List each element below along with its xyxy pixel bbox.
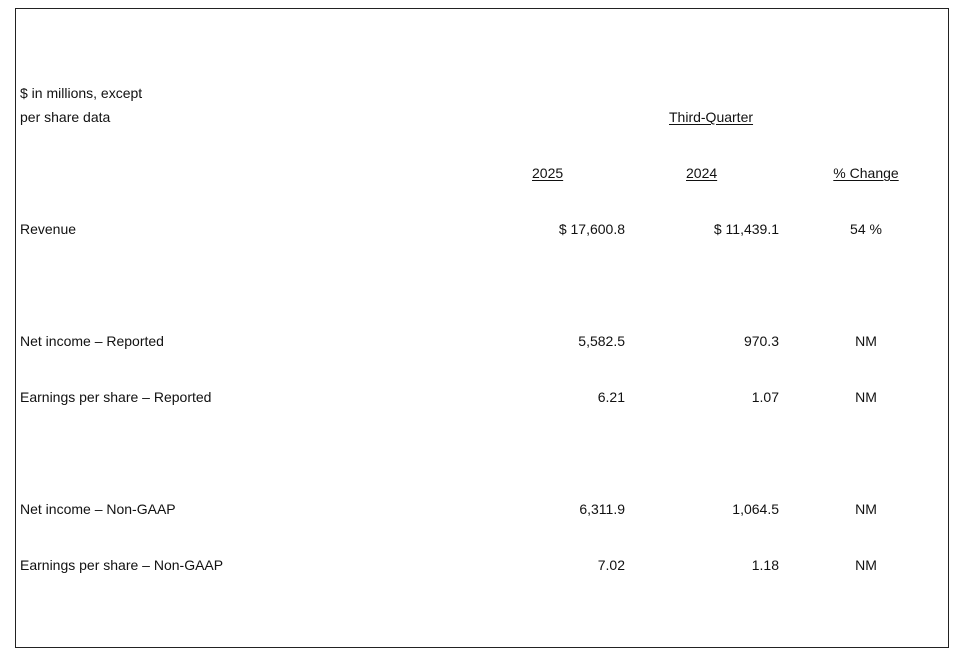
column-header-2024: 2024	[686, 165, 718, 181]
cell-eps-reported-2024: 1.07	[751, 389, 779, 405]
cell-eps-non-gaap-2025: 7.02	[597, 557, 625, 573]
row-label-net-income-reported: Net income – Reported	[20, 333, 164, 349]
cell-revenue-change: 54 %	[850, 221, 882, 237]
row-label-net-income-non-gaap: Net income – Non-GAAP	[20, 501, 176, 517]
table-frame	[15, 8, 949, 648]
cell-revenue-2025: $ 17,600.8	[558, 221, 625, 237]
units-note-line2: per share data	[20, 109, 111, 125]
cell-net-income-non-gaap-2024: 1,064.5	[732, 501, 779, 517]
cell-eps-reported-change: NM	[855, 389, 877, 405]
row-label-eps-non-gaap: Earnings per share – Non-GAAP	[20, 557, 224, 573]
period-header: Third-Quarter	[669, 109, 754, 125]
cell-eps-non-gaap-change: NM	[855, 557, 877, 573]
cell-net-income-reported-2024: 970.3	[743, 333, 779, 349]
column-header-change: % Change	[833, 165, 899, 181]
cell-net-income-non-gaap-change: NM	[855, 501, 877, 517]
row-label-eps-reported: Earnings per share – Reported	[20, 389, 212, 405]
units-note-line1: $ in millions, except	[20, 85, 143, 101]
cell-net-income-reported-change: NM	[855, 333, 877, 349]
cell-eps-non-gaap-2024: 1.18	[751, 557, 779, 573]
column-header-2025: 2025	[532, 165, 564, 181]
row-label-revenue: Revenue	[20, 221, 77, 237]
cell-revenue-2024: $ 11,439.1	[713, 221, 779, 237]
cell-net-income-non-gaap-2025: 6,311.9	[579, 501, 625, 517]
cell-net-income-reported-2025: 5,582.5	[578, 333, 625, 349]
cell-eps-reported-2025: 6.21	[597, 389, 625, 405]
